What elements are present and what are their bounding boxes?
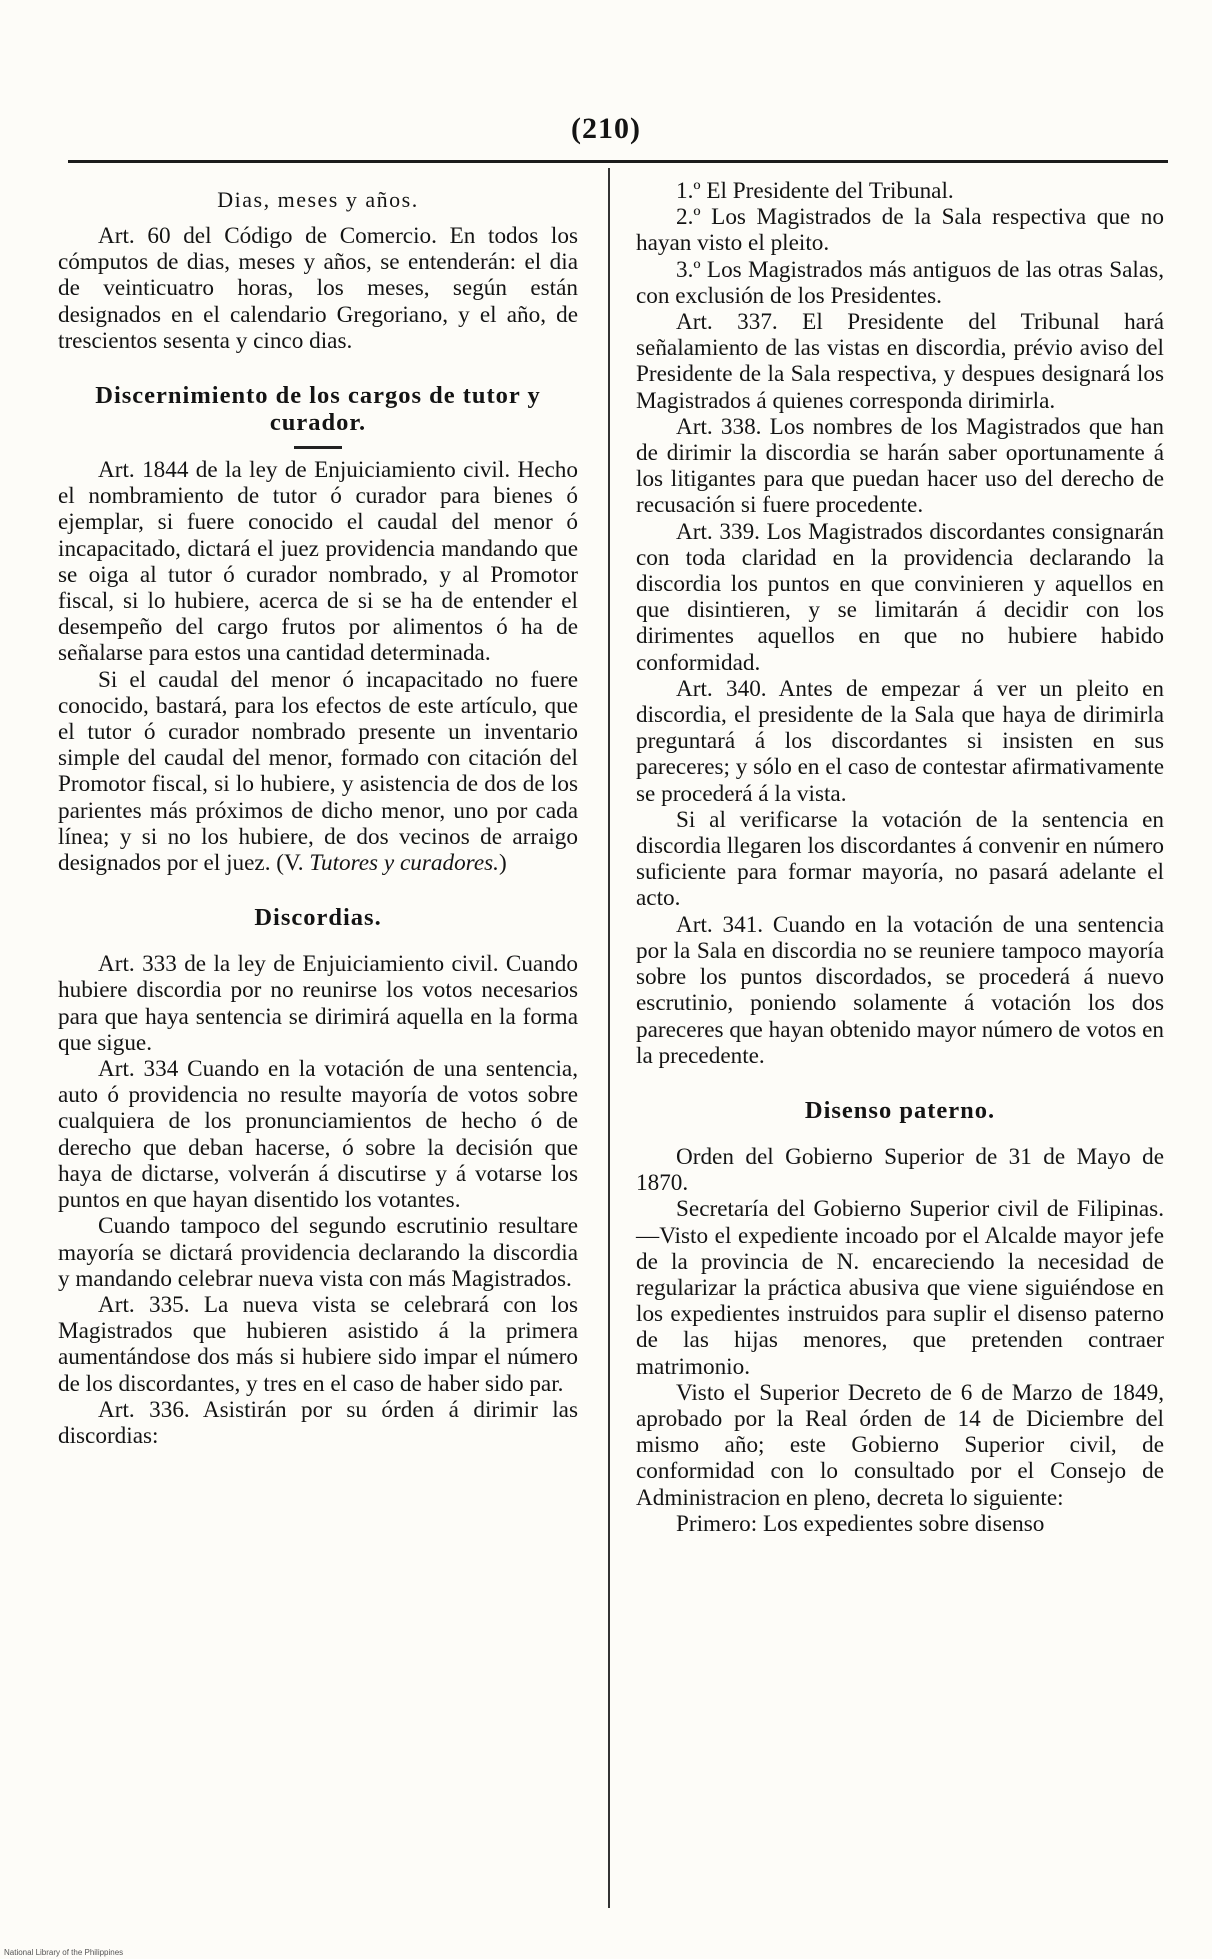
heading-disenso-paterno: Disenso paterno. bbox=[804, 1096, 996, 1124]
list-item: 3.º Los Magistrados más antiguos de las otras Salas, con exclusión de los Presidentes. bbox=[636, 256, 1164, 309]
top-rule bbox=[68, 160, 1168, 163]
paragraph: Visto el Superior Decreto de 6 de Marzo de 1849, aprobado por la Real órden de 14 de Diciembre del mismo año; este Gobierno Superior civil, de conformidad con lo consultado por el Consejo de Administracion en pleno, decreta lo siguiente: bbox=[636, 1379, 1164, 1511]
paragraph: Secretaría del Gobierno Superior civil de Filipinas.—Visto el expediente incoado por el Alcalde mayor jefe de la provincia de N. encareciendo la necesidad de regularizar la práctica abusiva que viene siguiéndose en los expedientes instruidos para suplir el disenso paterno de las hijas menores, que pretenden contraer matrimonio. bbox=[636, 1196, 1164, 1380]
paragraph: Art. 340. Antes de empezar á ver un pleito en discordia, el presidente de la Sala que haya de dirimirla preguntará á los discordantes si insisten en sus pareceres; y sólo en el caso de contestar afirmativamente se procederá á la vista. bbox=[636, 675, 1164, 807]
list-item: 2.º Los Magistrados de la Sala respectiva que no hayan visto el pleito. bbox=[636, 204, 1164, 257]
paragraph: Art. 335. La nueva vista se celebrará con los Magistrados que hubieren asistido á la primera aumentándose dos más si hubiere sido impar el número de los discordantes, y tres en el caso de haber sido par. bbox=[58, 1291, 578, 1397]
paragraph: Si al verificarse la votación de la sentencia en discordia llegaren los discordantes á convenir en número suficiente para formar mayoría, no pasará adelante el acto. bbox=[636, 806, 1164, 912]
paragraph: Art. 338. Los nombres de los Magistrados que han de dirimir la discordia se harán saber oportunamente á los litigantes para que puedan hacer uso del derecho de recusación si fuere procedente. bbox=[636, 413, 1164, 519]
right-column bbox=[636, 178, 1164, 1537]
paragraph: Primero: Los expedientes sobre disenso bbox=[676, 1510, 1045, 1537]
paragraph: Art. 1844 de la ley de Enjuiciamiento civil. Hecho el nombramiento de tutor ó curador para bienes ó ejemplar, si fuere conocido el caudal del menor ó incapacitado, dictará el juez providencia mandando que se oiga al tutor ó curador nombrado, y al Promotor fiscal, si lo hubiere, acerca de si se ha de entender el desempeño del cargo frutos por alimentos ó ha de señalarse para estos una cantidad determinada. bbox=[58, 457, 578, 667]
paragraph: Orden del Gobierno Superior de 31 de Mayo de 1870. bbox=[636, 1143, 1164, 1197]
paragraph: Art. 339. Los Magistrados discordantes consignarán con toda claridad en la providencia declarando la discordia los puntos en que convinieren y aquellos en que disintieren, y se limitarán á decidir con los dirimentes aquellos en que no hubiere habido conformidad. bbox=[636, 518, 1164, 676]
column-divider bbox=[608, 168, 610, 1908]
footer-credit: National Library of the Philippines bbox=[4, 1948, 124, 1957]
heading-dias-meses: Dias, meses y años. bbox=[217, 187, 419, 212]
paragraph: Art. 60 del Código de Comercio. En todos los cómputos de dias, meses y años, se entenderán: el dia de veinticuatro horas, los meses, según están designados en el calendario Gregoriano, y el año, de trescientos sesenta y cinco dias. bbox=[58, 223, 578, 354]
paragraph: Art. 337. El Presidente del Tribunal hará señalamiento de las vistas en discordia, prévio aviso del Presidente de la Sala respectiva, y despues designará los Magistrados á quienes corresponda dirimirla. bbox=[636, 309, 1164, 414]
heading-discordias: Discordias. bbox=[254, 904, 382, 932]
left-column bbox=[58, 178, 578, 1449]
paragraph: Si el caudal del menor ó incapacitado no fuere conocido, bastará, para los efectos de este artículo, que el tutor ó curador nombrado presente un inventario simple del caudal del menor, formado con citación del Promotor fiscal, si lo hubiere, y asistencia de dos de los parientes más próximos de dicho menor, uno por cada línea; y si no los hubiere, de dos vecinos de arraigo designados por el juez. (V. Tutores y curadores.) bbox=[58, 666, 578, 877]
heading-rule bbox=[294, 446, 342, 449]
paragraph: Cuando tampoco del segundo escrutinio resultare mayoría se dictará providencia declarando la discordia y mandando celebrar nueva vista con más Magistrados. bbox=[58, 1213, 578, 1292]
paragraph: Art. 334 Cuando en la votación de una sentencia, auto ó providencia no resulte mayoría de votos sobre cualquiera de los pronunciamientos de hecho ó de derecho que deban hacerse, ó sobre la decisión que haya de dictarse, volverán á discutirse y á votarse los puntos en que hayan disentido los votantes. bbox=[58, 1056, 578, 1214]
paragraph: Art. 341. Cuando en la votación de una sentencia por la Sala en discordia no se reuniere tampoco mayoría sobre los puntos discordados, se procederá á nuevo escrutinio, poniendo solamente á votación los dos pareceres que hayan obtenido mayor número de votos en la precedente. bbox=[636, 911, 1164, 1069]
heading-discernimiento: Discernimiento de los cargos de tutor y curador. bbox=[95, 382, 541, 437]
paragraph: Art. 333 de la ley de Enjuiciamiento civil. Cuando hubiere discordia por no reunirse los votos necesarios para que haya sentencia se dirimirá aquella en la forma que sigue. bbox=[58, 951, 578, 1056]
page-number: (210) bbox=[571, 112, 641, 145]
paragraph: Art. 336. Asistirán por su órden á dirimir las discordias: bbox=[58, 1396, 578, 1449]
list-item: 1.º El Presidente del Tribunal. bbox=[676, 178, 954, 204]
